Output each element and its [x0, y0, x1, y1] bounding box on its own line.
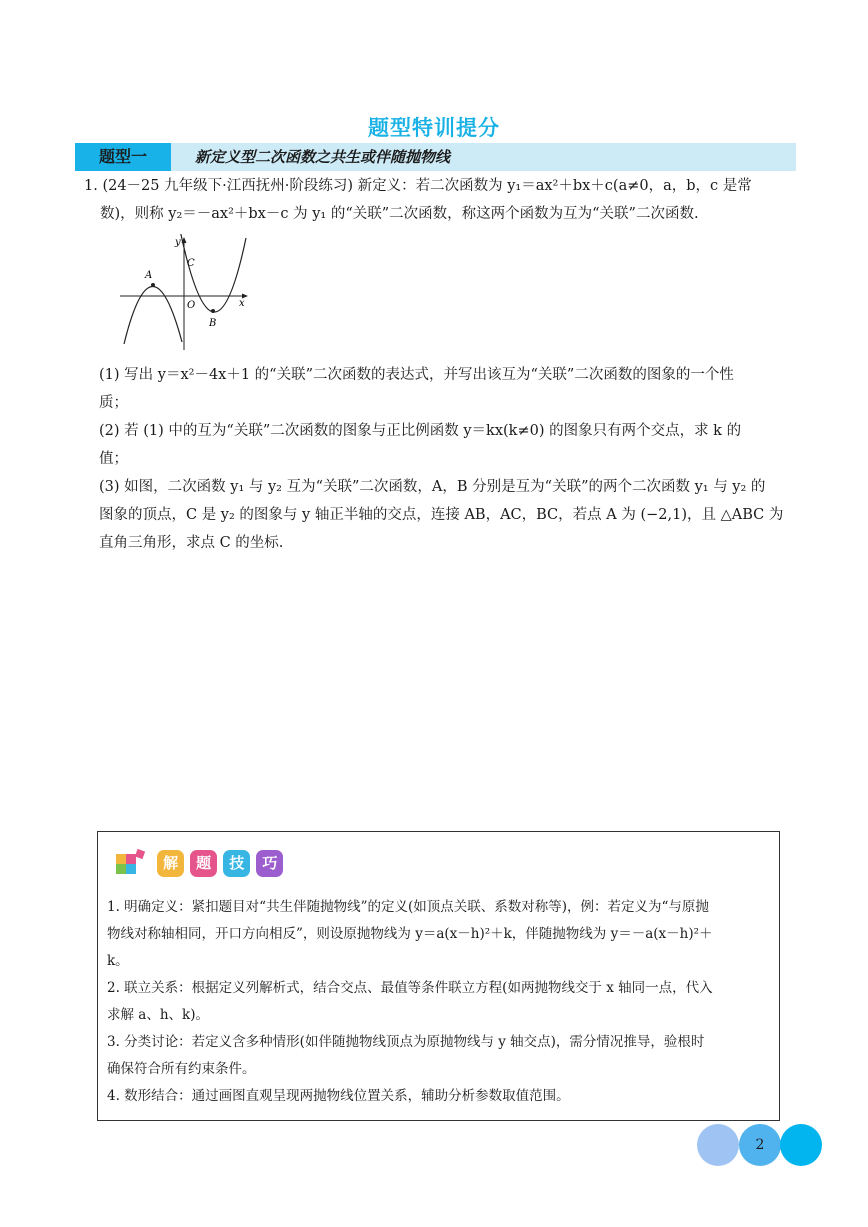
tips-chip-2: 题 — [190, 850, 217, 877]
tips-chip-4: 巧 — [256, 850, 283, 877]
part-3-line-3: 直角三角形，求点 C 的坐标. — [99, 535, 284, 551]
tips-body — [107, 894, 773, 1110]
page-number: 2 — [755, 1137, 765, 1153]
curve-y1 — [124, 286, 182, 344]
part-2-line-2: 值； — [99, 451, 128, 467]
point-b — [211, 309, 215, 313]
page-title: 题型特训提分 — [368, 116, 500, 140]
problem-line-2: 数)，则称 y₂＝－ax²＋bx－c 为 y₁ 的“关联”二次函数，称这两个函数为互为“关联”二次函数. — [100, 206, 699, 222]
tips-header — [114, 848, 284, 882]
tip-line: 求解 a、h、k)。 — [107, 1007, 209, 1023]
problem-line-1: 1. (24－25 九年级下·江西抚州·阶段练习) 新定义：若二次函数为 y₁＝ax²＋bx＋c(a≠0，a，b，c 是常 — [84, 178, 752, 194]
part-1-line-1: (1) 写出 y＝x²－4x＋1 的“关联”二次函数的表达式，并写出该互为“关联”二次函数的图象的一个性 — [99, 367, 734, 383]
part-3-line-1: (3) 如图，二次函数 y₁ 与 y₂ 互为“关联”二次函数，A，B 分别是互为“关联”的两个二次函数 y₁ 与 y₂ 的 — [99, 479, 766, 495]
tip-line: 确保符合所有约束条件。 — [107, 1061, 256, 1077]
label-b: B — [209, 318, 217, 329]
tip-line: k。 — [107, 953, 129, 969]
tip-line: 4. 数形结合：通过画图直观呈现两抛物线位置关系，辅助分析参数取值范围。 — [107, 1088, 570, 1104]
label-c: C — [187, 258, 195, 269]
page-decor-circle-right — [780, 1124, 822, 1166]
tip-line: 1. 明确定义：紧扣题目对“共生伴随抛物线”的定义(如顶点关联、系数对称等)，例：若定义为“与原抛 — [107, 899, 709, 915]
tip-line: 3. 分类讨论：若定义含多种情形(如伴随抛物线顶点为原抛物线与 y 轴交点)，需分情况推导，验根时 — [107, 1034, 705, 1050]
tips-chip-3: 技 — [223, 850, 250, 877]
parabola-graph — [118, 234, 250, 352]
page-decor-circle-left — [697, 1124, 739, 1166]
section-header — [75, 143, 796, 171]
section-subtitle: 新定义型二次函数之共生或伴随抛物线 — [195, 148, 451, 166]
problem-parts — [99, 361, 799, 557]
problem-statement — [84, 172, 796, 228]
solving-tips-box — [97, 831, 780, 1121]
label-a: A — [145, 270, 153, 281]
section-tag: 题型一 — [75, 143, 171, 171]
label-x: x — [239, 298, 245, 309]
part-2-line-1: (2) 若 (1) 中的互为“关联”二次函数的图象与正比例函数 y＝kx(k≠0) 的图象只有两个交点，求 k 的 — [99, 423, 742, 439]
puzzle-icon — [114, 848, 148, 878]
label-o: O — [187, 300, 196, 311]
tips-chip-1: 解 — [157, 850, 184, 877]
tip-line: 2. 联立关系：根据定义列解析式，结合交点、最值等条件联立方程(如两抛物线交于 x 轴同一点，代入 — [107, 980, 713, 996]
part-3-line-2: 图象的顶点，C 是 y₂ 的图象与 y 轴正半轴的交点，连接 AB，AC，BC，若点 A 为 (−2,1)，且 △ABC 为 — [99, 507, 784, 523]
part-1-line-2: 质； — [99, 395, 128, 411]
point-a — [151, 283, 155, 287]
tip-line: 物线对称轴相同，开口方向相反”，则设原抛物线为 y＝a(x－h)²＋k，伴随抛物线为 y＝－a(x－h)²＋ — [107, 926, 713, 942]
label-y: y — [175, 237, 181, 248]
